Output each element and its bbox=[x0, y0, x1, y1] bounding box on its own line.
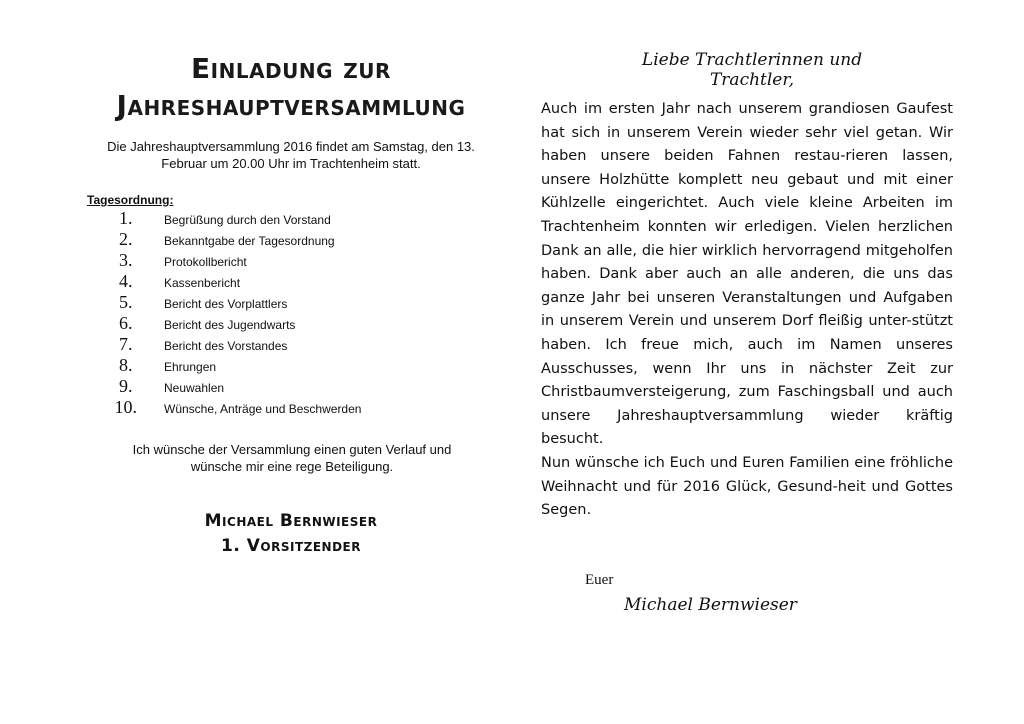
agenda-item-text: Ehrungen bbox=[164, 360, 217, 374]
agenda-item-text: Protokollbericht bbox=[164, 255, 247, 269]
agenda-item-text: Kassenbericht bbox=[164, 276, 241, 290]
agenda-item-number: 6. bbox=[119, 313, 133, 333]
agenda-item-text: Bericht des Jugendwarts bbox=[164, 318, 296, 332]
agenda-item-number: 4. bbox=[119, 271, 133, 291]
invitation-closing: Ich wünsche der Versammlung einen guten Verlauf und wünsche mir eine rege Beteiligung. bbox=[132, 442, 452, 474]
agenda-item-number: 3. bbox=[119, 250, 133, 270]
agenda-item-number: 9. bbox=[119, 376, 133, 396]
title-line-1: Einladung zur bbox=[191, 52, 391, 85]
agenda-item-text: Begrüßung durch den Vorstand bbox=[164, 213, 331, 227]
invitation-intro: Die Jahreshauptversammlung 2016 findet am Samstag, den 13. Februar um 20.00 Uhr im Trachtenheim statt. bbox=[107, 139, 475, 171]
letter-salutation: Liebe Trachtlerinnen und Trachtler, bbox=[641, 50, 863, 90]
agenda-item-text: Bericht des Vorstandes bbox=[164, 339, 288, 353]
agenda-item-number: 5. bbox=[119, 292, 133, 312]
invitation-title bbox=[60, 50, 522, 124]
agenda-item-text: Bekanntgabe der Tagesordnung bbox=[164, 234, 335, 248]
agenda-item-number: 2. bbox=[119, 229, 133, 249]
agenda-item-number: 10. bbox=[114, 397, 137, 417]
signature-name: Michael Bernwieser bbox=[204, 511, 378, 531]
agenda-item-text: Wünsche, Anträge und Beschwerden bbox=[164, 402, 362, 416]
letter-body bbox=[541, 98, 953, 523]
letter-closing-word: Euer bbox=[585, 572, 614, 588]
agenda-item-number: 7. bbox=[119, 334, 133, 354]
agenda-item-text: Bericht des Vorplattlers bbox=[164, 297, 288, 311]
letter-paragraph: Auch im ersten Jahr nach unserem grandiosen Gaufest hat sich in unserem Verein wieder sehr viel getan. Wir haben unsere beiden Fahnen restau-rieren lassen, unsere Holzhütte komplett neu gebaut und mit einer Kühlzelle eingerichtet. Auch viele kleine Arbeiten im Trachtenheim konnten wir erledigen. Vielen herzlichen Dank an alle, die hier wirklich hervorragend mitgeholfen haben. Dank aber auch an alle anderen, die uns das ganze Jahr bei unseren Veranstaltungen und Aufgaben in unserem Verein und unserem Dorf fleißig unter-stützt haben. Ich freue mich, auch im Namen unseres Ausschusses, wenn Ihr uns in nächster Zeit zur Christbaumversteigerung, zum Faschingsball und auch unsere Jahreshauptversammlung wieder kräftig besucht. bbox=[541, 101, 953, 448]
invitation-signature bbox=[160, 509, 422, 559]
agenda-heading: Tagesordnung: bbox=[87, 193, 174, 207]
agenda-item-number: 1. bbox=[119, 208, 133, 228]
title-line-2: Jahreshauptversammlung bbox=[116, 89, 466, 122]
letter-page bbox=[512, 0, 1024, 724]
agenda-item-text: Neuwahlen bbox=[164, 381, 225, 395]
letter-paragraph: Nun wünsche ich Euch und Euren Familien eine fröhliche Weihnacht und für 2016 Glück, Gesund-heit und Gottes Segen. bbox=[541, 454, 953, 519]
signature-role: 1. Vorsitzender bbox=[221, 536, 361, 556]
letter-signer: Michael Bernwieser bbox=[624, 595, 797, 615]
agenda-item-number: 8. bbox=[119, 355, 133, 375]
